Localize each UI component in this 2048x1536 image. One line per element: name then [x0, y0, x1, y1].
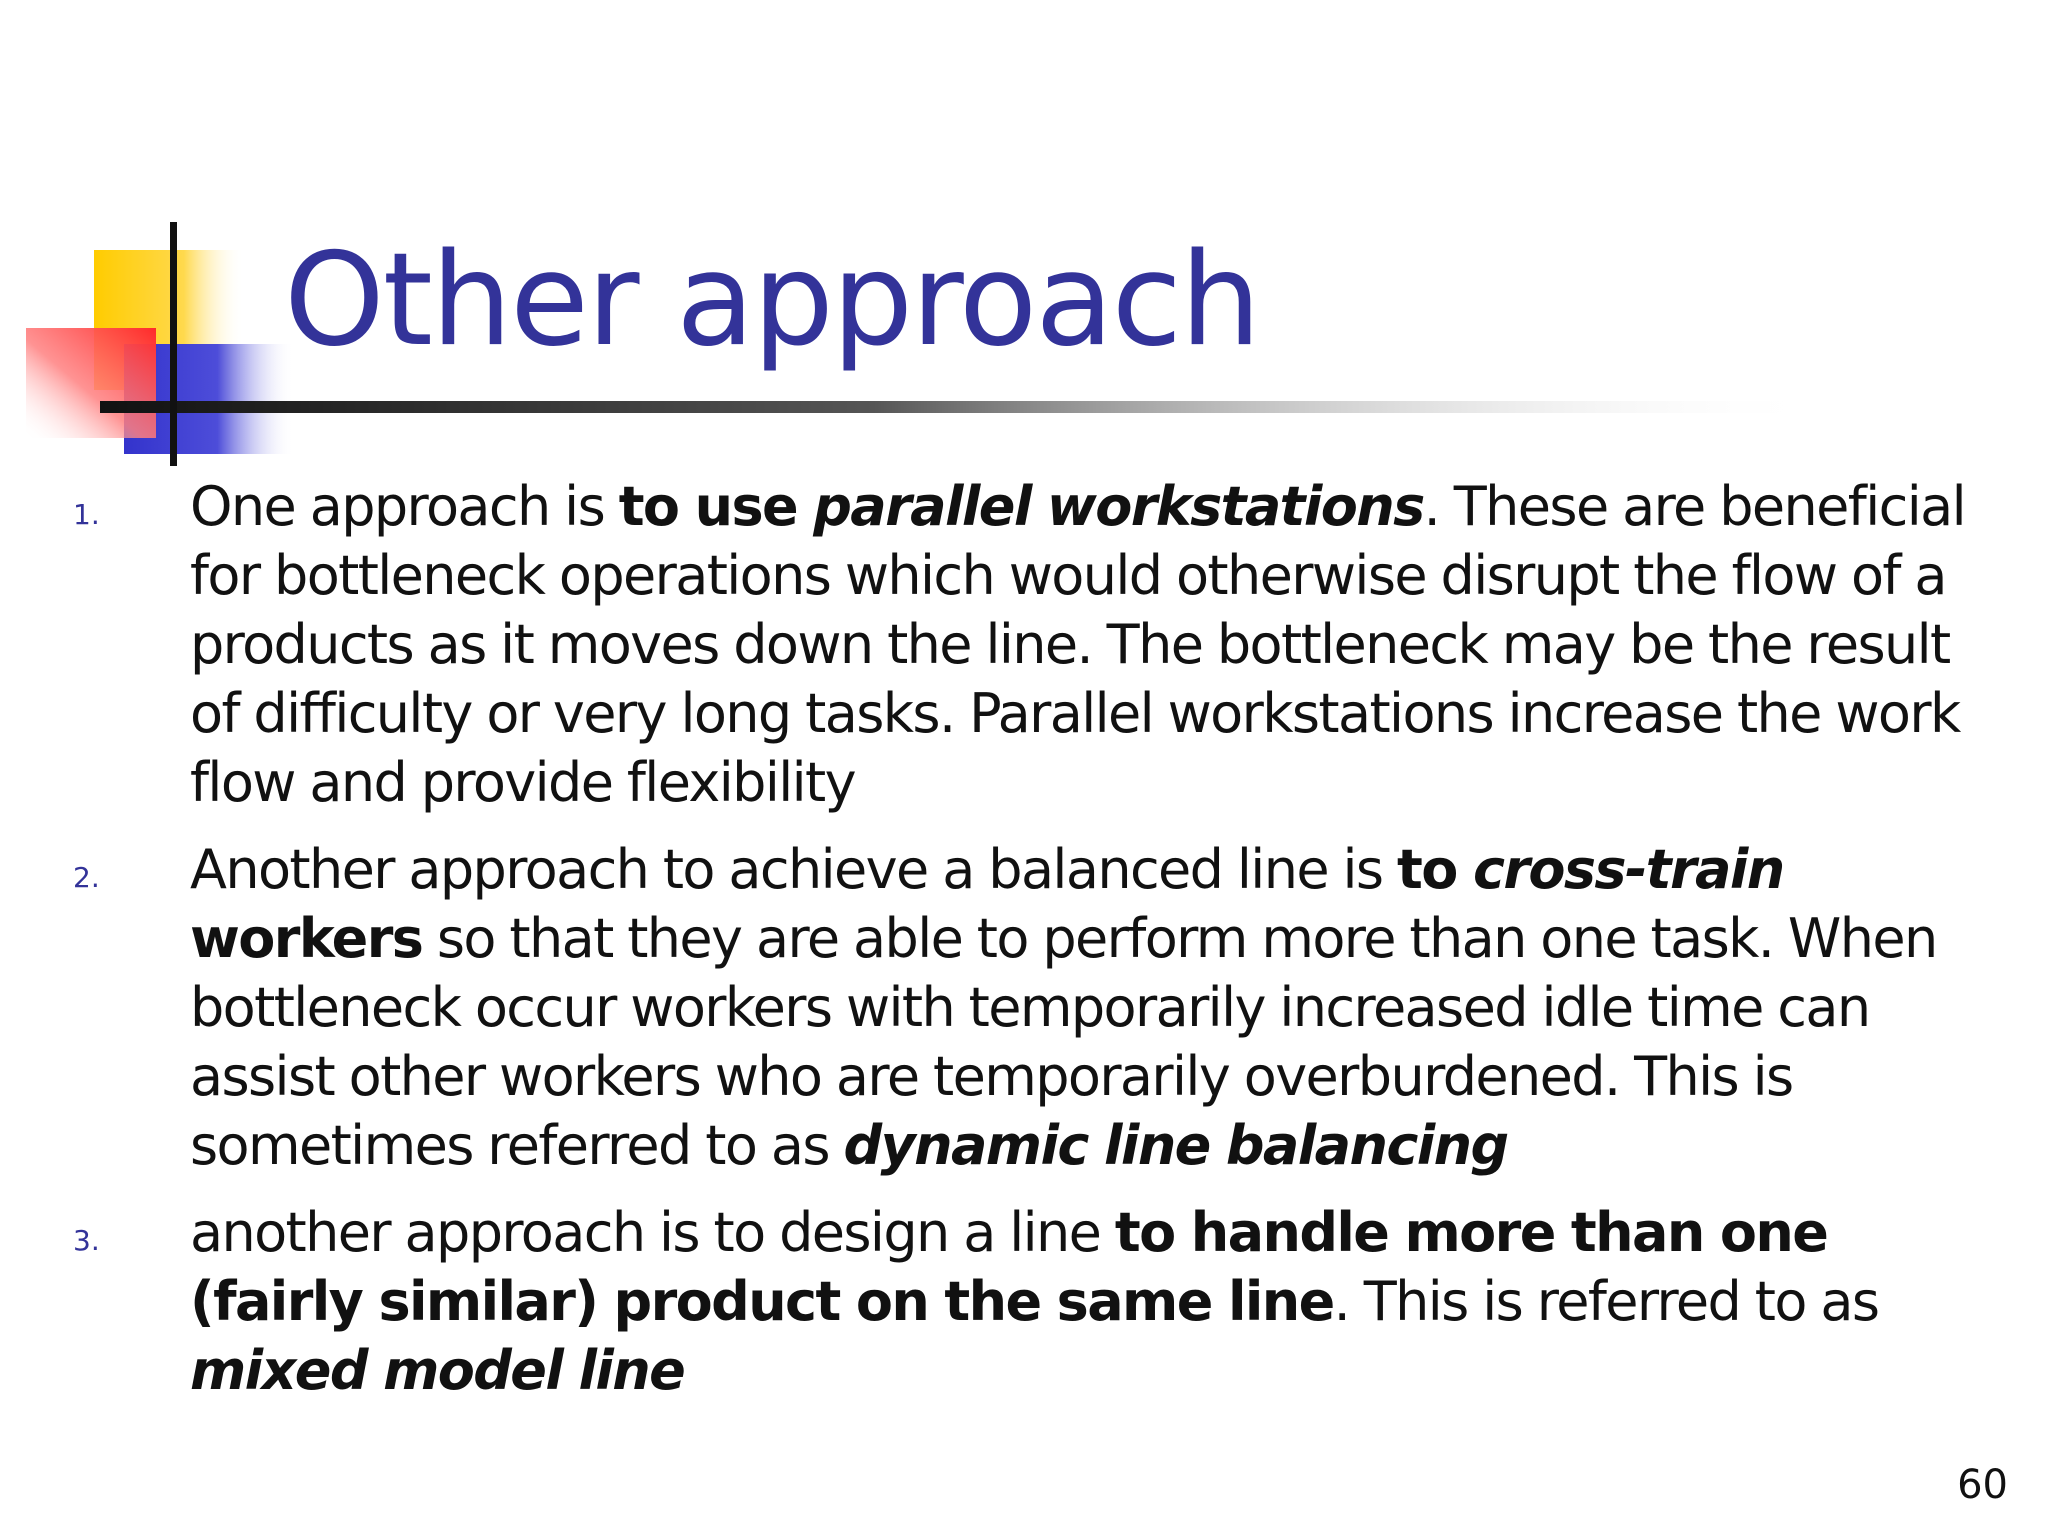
- text-segment-bold-italic: dynamic line balancing: [843, 1114, 1508, 1177]
- text-segment-bold: to handle more than one (fairly similar) product on the same line: [190, 1201, 1828, 1333]
- text-segment-bold-italic: parallel workstations: [813, 475, 1424, 538]
- page-number: 60: [1957, 1462, 2008, 1508]
- text-segment: Another approach to achieve a balanced line is: [190, 838, 1398, 901]
- text-segment-bold: workers: [190, 907, 423, 970]
- vertical-bar-shape: [170, 222, 177, 466]
- text-segment: another approach is to design a line: [190, 1201, 1115, 1264]
- text-segment-bold-italic: cross-train: [1472, 838, 1784, 901]
- text-segment-bold-italic: mixed model line: [190, 1339, 685, 1402]
- list-item-text: [190, 1198, 2000, 1405]
- title-underline: [100, 401, 1820, 413]
- list-item: [0, 472, 2048, 817]
- list-number: 2.: [73, 861, 100, 894]
- list-item-text: [190, 472, 2000, 817]
- list-number: 1.: [73, 498, 100, 531]
- red-square-shape: [26, 328, 156, 438]
- list-item-text: [190, 835, 2000, 1180]
- list-number: 3.: [73, 1224, 100, 1257]
- list-item: [0, 1198, 2048, 1405]
- text-segment: . These are beneficial for bottleneck operations which would otherwise disrupt the flow of a products as it moves down the line. The bottleneck may be the result of difficulty or very long tasks. Parallel workstations increase the work flow and provide flexibility: [190, 475, 1965, 814]
- numbered-list: [0, 472, 2048, 1423]
- text-segment-bold: to: [1397, 838, 1473, 901]
- text-segment: One approach is: [190, 475, 619, 538]
- text-segment: . This is referred to as: [1333, 1270, 1879, 1333]
- list-item: [0, 835, 2048, 1180]
- text-segment-bold: to use: [618, 475, 814, 538]
- page-title: Other approach: [284, 226, 1260, 375]
- text-segment: so that they are able to perform more than one task. When bottleneck occur workers with temporarily increased idle time can assist other workers who are temporarily overburdened. This is sometimes referred to as: [190, 907, 1937, 1177]
